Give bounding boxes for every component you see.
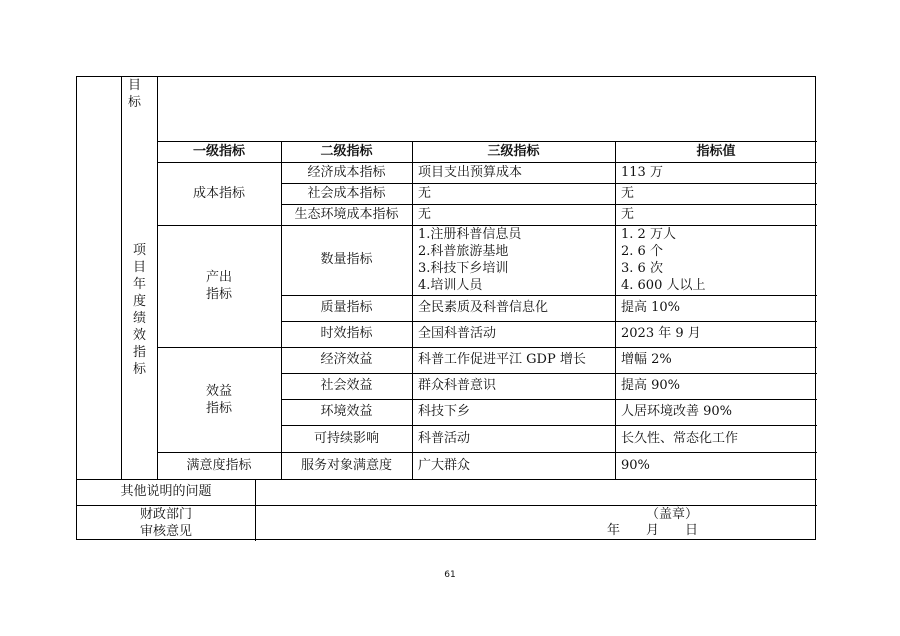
table-cell: 1.注册科普信息员 2.科普旅游基地 3.科技下乡培训 4.培训人员 — [418, 227, 522, 293]
header-value: 指标值 — [696, 143, 736, 159]
header-level2: 二级指标 — [320, 143, 373, 159]
table-cell: 社会成本指标 — [307, 185, 386, 201]
table-cell: 人居环境改善 90% — [621, 404, 733, 419]
table-cell: 提高 90% — [621, 378, 681, 393]
table-cell: 全民素质及科普信息化 — [418, 300, 549, 315]
table-cell: 2023 年 9 月 — [621, 326, 701, 341]
table-cell: 科普工作促进平江 GDP 增长 — [418, 352, 586, 367]
table-cell: 增幅 2% — [621, 352, 672, 367]
table-cell: 社会效益 — [320, 378, 373, 393]
table-cell: 无 — [418, 206, 432, 222]
output-indicator-label: 产出 指标 — [205, 270, 232, 302]
cost-indicator-label: 成本指标 — [192, 185, 245, 201]
performance-table — [76, 76, 816, 540]
table-cell: 无 — [418, 185, 432, 201]
table-cell: 长久性、常态化工作 — [621, 430, 739, 446]
table-cell: 科普活动 — [418, 430, 471, 446]
other-notes-label: 其他说明的问题 — [120, 484, 212, 499]
table-cell: 时效指标 — [320, 326, 373, 341]
header-level3: 三级指标 — [487, 143, 540, 159]
table-cell: 经济成本指标 — [307, 164, 386, 180]
table-cell: 全国科普活动 — [418, 326, 497, 341]
page-number: 61 — [444, 570, 456, 580]
header-level1: 一级指标 — [192, 143, 245, 159]
other-notes-content — [255, 479, 817, 505]
date-text: 年 月 日 — [607, 523, 699, 538]
table-cell: 群众科普意识 — [418, 378, 497, 393]
table-cell: 质量指标 — [320, 300, 373, 315]
table-cell: 可持续影响 — [313, 430, 379, 446]
goal-content — [158, 77, 817, 141]
table-cell: 环境效益 — [320, 404, 373, 419]
finance-review-label: 财政部门 审核意见 — [139, 507, 192, 539]
table-cell: 科技下乡 — [418, 404, 471, 419]
table-cell: 113 万 — [621, 164, 663, 180]
table-cell: 90% — [621, 457, 650, 473]
table-cell: 服务对象满意度 — [300, 457, 392, 473]
table-cell: 1. 2 万人 2. 6 个 3. 6 次 4. 600 人以上 — [621, 227, 706, 293]
table-cell: 无 — [621, 206, 635, 222]
benefit-indicator-label: 效益 指标 — [205, 383, 232, 416]
table-cell: 数量指标 — [320, 252, 373, 267]
table-cell: 项目支出预算成本 — [418, 164, 523, 180]
table-cell: 经济效益 — [320, 352, 373, 367]
table-cell: 无 — [621, 185, 635, 201]
table-cell: 生态环境成本指标 — [294, 206, 399, 222]
satisfaction-indicator-label: 满意度指标 — [186, 457, 252, 473]
goal-label: 目 标 — [128, 78, 142, 110]
seal-text: （盖章） — [645, 507, 698, 522]
section-label: 项 目 年 度 绩 效 指 标 — [132, 243, 146, 377]
table-cell: 提高 10% — [621, 300, 681, 315]
table-cell: 广大群众 — [418, 457, 471, 473]
